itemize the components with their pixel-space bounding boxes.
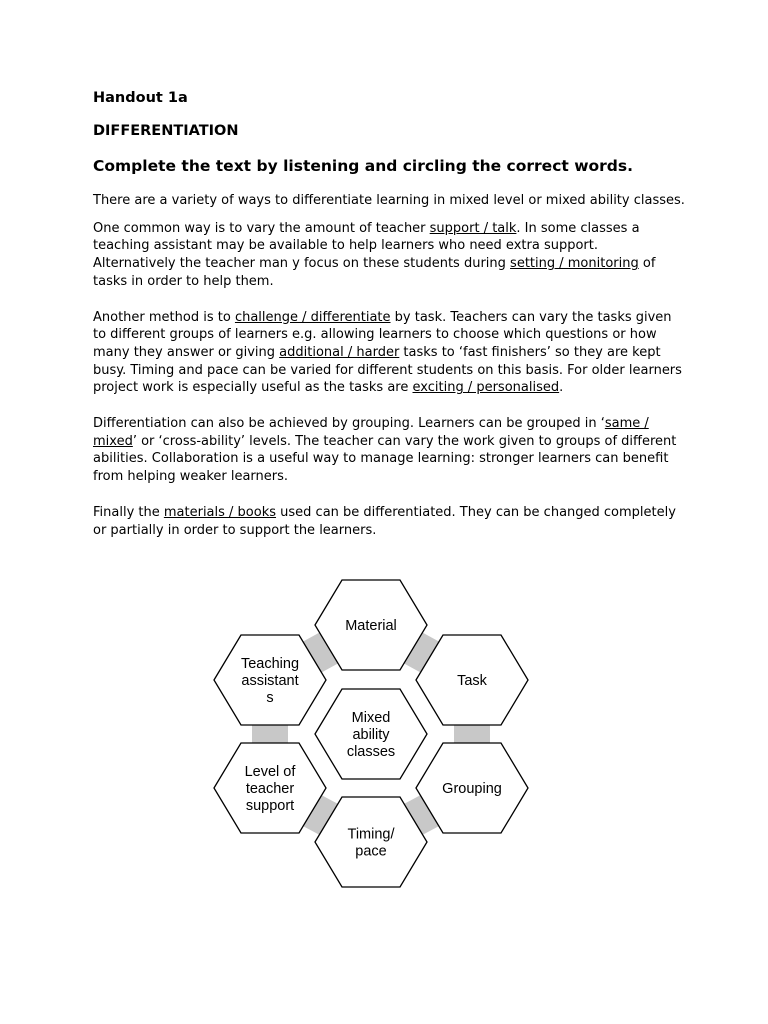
text-run: of tasks in order to help them.: [93, 256, 656, 289]
text-run: .: [559, 380, 564, 396]
text-run: Finally the: [93, 504, 164, 520]
hexagon-label: Mixed: [351, 710, 391, 726]
page-title: DIFFERENTIATION: [93, 123, 239, 139]
text-run: ’ or ‘cross-ability’ levels. The teacher can vary the work given to groups of different abilities. Collaboration is a useful way to manage learning: stronger learners can benefit from helping weaker learners.: [93, 433, 677, 485]
hexagon-label: support: [245, 798, 295, 814]
hexagon-label: s: [266, 690, 274, 706]
hexagon-label: Task: [457, 673, 487, 689]
hexagon-label: Grouping: [442, 781, 502, 797]
hexagon-label: Level of: [244, 764, 296, 780]
text-run: used can be differentiated. They can be changed completely or partially in order to support the learners.: [93, 504, 676, 538]
hexagon-center: [315, 689, 427, 779]
text-run: tasks to ‘fast finishers’ so they are kept busy. Timing and pace can be varied for different students on this basis. For older learners project work is especially useful as the tasks are: [93, 344, 682, 396]
hexagon-label: teacher: [245, 781, 295, 797]
hexagon-label: ability: [352, 727, 390, 743]
hexagon-label: classes: [346, 744, 396, 760]
text-run: . In some classes a teaching assistant may be available to help learners who need extra support. Alternatively the teacher man y focus on these students during: [93, 220, 640, 272]
hexagon-label: assistant: [241, 673, 299, 689]
intro-paragraph: There are a variety of ways to differentiate learning in mixed level or mixed ability classes.: [93, 193, 685, 208]
handout-label: Handout 1a: [93, 90, 188, 106]
choice-setting-monitoring[interactable]: setting / monitoring: [510, 256, 639, 272]
text-run: One common way is to vary the amount of teacher: [93, 220, 430, 236]
hexagon-label: Timing/: [347, 826, 395, 843]
choice-support-talk[interactable]: support / talk: [429, 220, 517, 236]
instruction: Complete the text by listening and circling the correct words.: [93, 157, 634, 175]
choice-same-mixed[interactable]: same / mixed: [93, 416, 649, 449]
hexagon-label: Teaching: [240, 656, 300, 672]
hexagon-label: Material: [345, 618, 397, 634]
choice-materials-books[interactable]: materials / books: [163, 504, 277, 520]
choice-additional-harder[interactable]: additional / harder: [279, 344, 400, 360]
text-run: by task. Teachers can vary the tasks given to different groups of learners e.g. allowing learners to choose which questions or how many they answer or giving: [93, 309, 672, 360]
choice-exciting-personalised[interactable]: exciting / personalised: [412, 380, 560, 396]
choice-challenge-differentiate[interactable]: challenge / differentiate: [234, 309, 391, 325]
text-run: Another method is to: [93, 309, 235, 325]
hexagon-label: pace: [355, 843, 387, 860]
text-run: Differentiation can also be achieved by grouping. Learners can be grouped in ‘: [93, 416, 605, 432]
